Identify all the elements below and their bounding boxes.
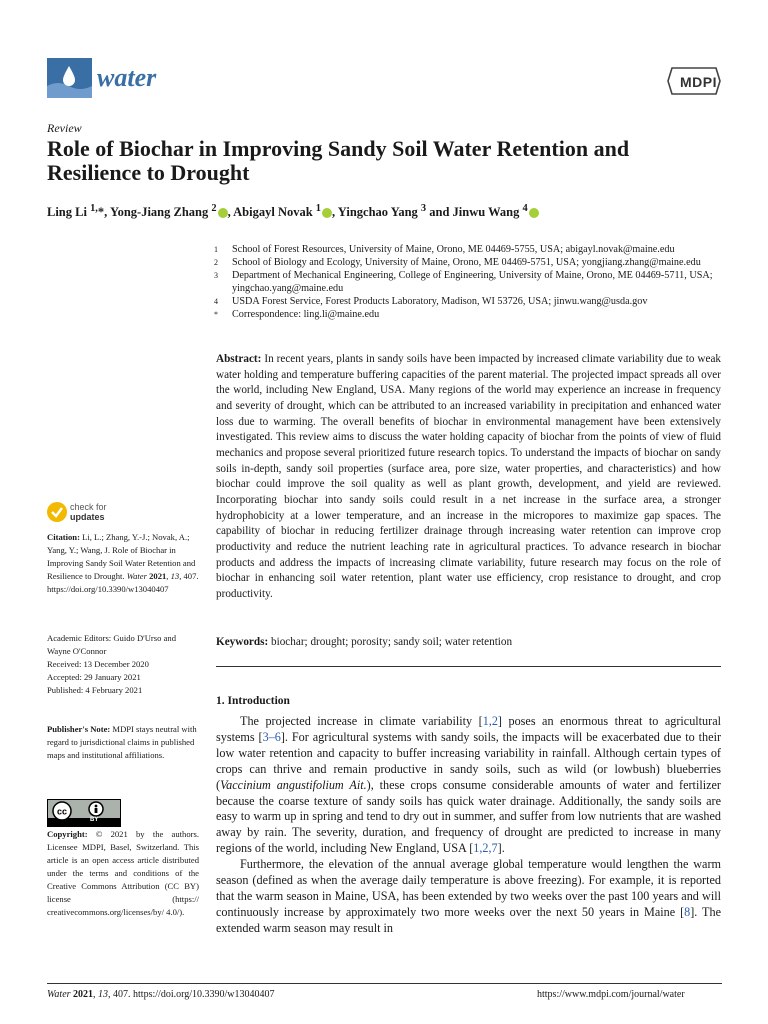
paragraph: The projected increase in climate variability [1,2] poses an enormous threat to agricultural systems [3–6]. For agricultural systems with sandy soils, the impacts will be exacerbated due to their low water retention and capacity to buffer increasing variability in rainfall. Although certain types of crops can thrive and remain productive in sandy soils, such as wild (or lowbush) blueberries (Vaccinium angustifolium Ait.), these crops consume considerable amounts of water and fertilizer because the coarse texture of sandy soils has quick water drainage. Additionally, the sandy soils are easy to warm up in spring and tend to dry out in summer, and suffer from low nutrients that are washed away by rain. The severity, duration, and frequency of drought are predicted to increase in many regions of the world, including New England, USA [1,2,7]. [216, 714, 722, 856]
corresponding-marker: * [97, 205, 105, 220]
footer-journal-url[interactable]: https://www.mdpi.com/journal/water [537, 989, 685, 1000]
author-name: Yingchao Yang [337, 205, 418, 220]
author-name: Yong-Jiang Zhang [109, 205, 209, 220]
keywords-text: biochar; drought; porosity; sandy soil; water retention [271, 636, 513, 648]
publisher-note: Publisher's Note: MDPI stays neutral with regard to jurisdictional claims in published maps and institutional affiliations. [47, 724, 197, 760]
article-type: Review [47, 121, 82, 135]
editor-dates [47, 632, 199, 697]
check-updates-button[interactable]: check for updates [70, 502, 107, 522]
publisher-name: MDPI [680, 74, 717, 90]
affiliation-item: 3 Department of Mechanical Engineering, College of Engineering, University of Maine, Orono, ME 04469-5711, USA; yingchao.yang@maine.edu [214, 270, 713, 294]
section-heading: 1. Introduction [216, 695, 290, 707]
published-date: Published: 4 February 2021 [47, 685, 143, 695]
citation-link[interactable]: 1,2 [482, 714, 498, 728]
author-affil-sup: 1, [90, 203, 98, 214]
author-name: Jinwu Wang [452, 205, 520, 220]
orcid-icon[interactable] [529, 208, 539, 218]
cc-by-label: BY [90, 817, 99, 823]
accepted-date: Accepted: 29 January 2021 [47, 672, 141, 682]
author-affil-sup: 2 [211, 203, 217, 214]
correspondence-item: * Correspondence: ling.li@maine.edu [214, 309, 380, 320]
keywords [216, 636, 721, 648]
introduction-body [216, 714, 721, 937]
affiliation-item: 1 School of Forest Resources, University of Maine, Orono, ME 04469-5755, USA; abigayl.novak@maine.edu [214, 244, 675, 255]
citation-block: Citation: Li, L.; Zhang, Y.-J.; Novak, A.; Yang, Y.; Wang, J. Role of Biochar in Improving Sandy Soil Water Retention and Resilience to Drought. Water 2021, 13, 407. https://doi.org/10.3390/w13040407 [47, 532, 199, 594]
check-updates-icon[interactable] [47, 502, 67, 522]
citation-link[interactable]: 3–6 [262, 729, 281, 744]
abstract [216, 352, 721, 603]
footer-citation: Water 2021, 13, 407. https://doi.org/10.3390/w13040407 [47, 989, 275, 1000]
citation-link[interactable]: 8 [684, 904, 691, 919]
affiliation-item: 4 USDA Forest Service, Forest Products Laboratory, Madison, WI 53726, USA; jinwu.wang@usda.gov [214, 296, 648, 307]
received-date: Received: 13 December 2020 [47, 659, 149, 669]
section-divider [216, 666, 721, 667]
author-affil-sup: 1 [315, 203, 321, 214]
orcid-icon[interactable] [322, 208, 332, 218]
paragraph: Furthermore, the elevation of the annual average global temperature would lengthen the warm season (defined as when the average daily temperature is above freezing). For example, it is reported that the warm season in Maine, USA, has been extended by two weeks over the past 100 years and will continuously increase by approximately two more weeks over the next 50 years in Maine [8]. The extended warm season may result in [216, 857, 721, 935]
journal-name: water [97, 63, 157, 92]
article-title: Role of Biochar in Improving Sandy Soil Water Retention and Resilience to Drought [47, 136, 630, 185]
author-name: Abigayl Novak [233, 205, 313, 220]
copyright-label: Copyright: [47, 829, 88, 839]
affiliation-item: 2 School of Biology and Ecology, University of Maine, Orono, ME 04469-5751, USA; yongjiang.zhang@maine.edu [214, 257, 701, 268]
footer-divider [47, 983, 722, 984]
cc-by-license-icon[interactable] [47, 799, 121, 827]
author-affil-sup: 4 [522, 203, 528, 214]
footer-doi-link[interactable]: , 407. https://doi.org/10.3390/w13040407 [108, 989, 275, 1000]
orcid-icon[interactable] [218, 208, 228, 218]
citation-doi[interactable]: , 407. https://doi.org/10.3390/w13040407 [47, 571, 199, 594]
academic-editors: Academic Editors: Guido D'Urso and Wayne O'Connor [47, 633, 176, 656]
author-list: Ling Li $^{1,}$*, Yong-Jiang Zhang $^2$ , Abigayl Novak $^1$ , Yingchao Yang $^3$ and Jinwu Wang $^4$ [47, 203, 727, 220]
abstract-text: In recent years, plants in sandy soils have been impacted by increased climate variability due to weak water holding and temperature buffering capacities of the parent material. The projected impact spreads all over the world, including New England, USA. Many regions of the world may experience an increase in frequency and severity of drought, which can be attributed to an increased variability in precipitation and enhanced water loss due to warming. The overall benefits of biochar in environmental management have been extensively investigated. This review aims to discuss the water holding capacity of biochar from the points of view of fluid mechanics and propose several prioritized future research topics. To understand the impacts of biochar on sandy soils in-depth, sandy soil properties (surface area, pore size, water properties, and characteristics) and how biochar could improve the soil quality as well as plant growth, development, and yield are reviewed. Incorporating biochar into sandy soils could result in a net increase in the surface area, a stronger hydrophobicity at a lower temperature, and an increase in the micropores to maximize gap spaces. The capability of biochar in reducing fertilizer drainage through increasing water retention can improve crop productivity and reduce the nutrient leaching rate in agricultural practices. To advance research in biochar products and address the impacts of increasing climate variability, future research may focus on the role of biochar in enhancing soil water retention, plant water use efficiency, crop resistance to drought, and crop productivity. [216, 353, 722, 600]
affiliations [214, 243, 724, 321]
abstract-label: Abstract: [216, 353, 262, 365]
publisher-note-label: Publisher's Note: [47, 724, 111, 734]
copyright-block: Copyright: © 2021 by the authors. Licensee MDPI, Basel, Switzerland. This article is an open access article distributed under the terms and conditions of the Creative Commons Attribution (CC BY) license (https:// creativecommons.org/licenses/by/ 4.0/). [47, 829, 199, 917]
citation-label: Citation: [47, 532, 80, 542]
species-name: Vaccinium angustifolium Ait. [220, 777, 367, 792]
svg-text:cc: cc [56, 806, 68, 817]
author-affil-sup: 3 [420, 203, 427, 214]
journal-logo [47, 58, 92, 98]
author-name: Ling Li [47, 205, 87, 220]
keywords-label: Keywords: [216, 636, 269, 648]
citation-link[interactable]: 1,2,7 [473, 841, 498, 856]
